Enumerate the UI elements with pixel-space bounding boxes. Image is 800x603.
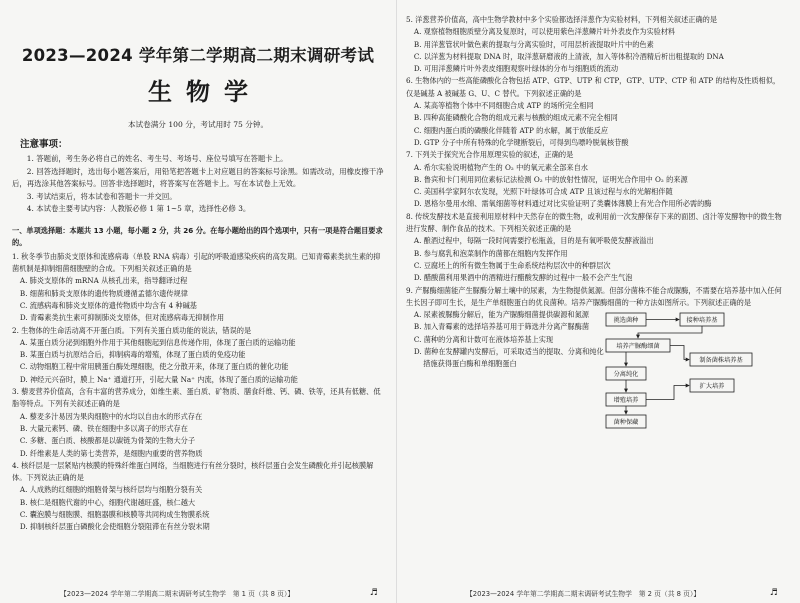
- exam-title: 2023—2024 学年第二学期高二期末调研考试: [21, 46, 375, 65]
- note-item: 3. 考试结束后，将本试卷和答题卡一并交回。: [26, 191, 177, 201]
- option-d: D. 神经元兴奋时，膜上 Na⁺ 通道打开，引起大量 Na⁺ 内流，体现了蛋白质的运输功能: [19, 374, 298, 384]
- notes-heading: 注意事项：: [20, 139, 68, 150]
- option-c: C. 细胞内蛋白质的磷酸化伴随着 ATP 的水解，属于放能反应: [413, 125, 609, 135]
- option-b: B. 鲁宾和卡门利用同位素标记法检测 O₂ 中的放射性情况，证明光合作用中 O₂ 的来源: [413, 174, 688, 184]
- question-stem: 6. 生物体内的一些高能磷酸化合物包括 ATP、GTP、UTP 和 CTP，GTP、UTP、CTP 和 ATP 的结构及性质相似，仅是碱基 A 被碱基 G、U、C 替代。下列叙述正确的是: [406, 76, 781, 98]
- question-stem: 5. 洋葱营养价值高，高中生物学教材中多个实验都选择洋葱作为实验材料，下列相关叙述正确的是: [406, 15, 718, 24]
- question-9: [406, 285, 784, 426]
- option-a: A. 藜麦多汁易因为果肉细胞中的水均以自由水的形式存在: [19, 411, 203, 421]
- option-d: D. 纤维素是人类的第七类营养，是细胞内重要的营养物质: [19, 448, 203, 458]
- flow-node-label: 菌种保藏: [613, 418, 639, 426]
- option-b: B. 大量元素钙、磷、铁在细胞中多以离子的形式存在: [19, 423, 188, 433]
- question-4: [12, 460, 384, 534]
- flow-node-label: 制备菌株培养基: [699, 356, 743, 364]
- question-stem: 3. 藜麦营养价值高，含有丰富的营养成分，如维生素、蛋白质、矿物质、膳食纤维、钙、磷、铁等，还具有低糖、低脂等特点。下列有关叙述正确的是: [12, 387, 381, 409]
- option-b: B. 参与腐乳和泡菜制作的菌都在细胞内发挥作用: [413, 248, 568, 258]
- flow-node-label: 增殖培养: [613, 396, 639, 404]
- flow-arrow: [638, 326, 702, 338]
- page-1: [0, 0, 392, 603]
- question-stem: 9. 产脲酶细菌能产生脲酶分解土壤中的尿素，为生物提供氮源。但部分菌株不能合成脲酶，不需要在培养基中加入任何生长因子即可生长，是生产单细胞蛋白的优良菌种。培养产脲酶细菌的一种方法如图所示。下列叙述正确的是: [406, 285, 782, 307]
- question-8: [406, 211, 784, 285]
- question-stem: 2. 生物体的生命活动离不开蛋白质。下列有关蛋白质功能的说法，错误的是: [12, 325, 252, 335]
- option-c: C. 美国科学家阿尔农发现，光照下叶绿体可合成 ATP 且该过程与水的光解相伴随: [413, 187, 673, 197]
- music-note-icon: ♬: [369, 588, 378, 598]
- option-a: A. 希尔实验说明植物产生的 O₂ 中的氧元素全部来自水: [413, 162, 588, 172]
- option-d: D. GTP 分子中所有特殊的化学键断裂后，可得到鸟嘌呤脱氧核苷酸: [413, 137, 629, 147]
- option-c: C. 动物细胞工程中常用胰蛋白酶处理细胞，使之分散开来，体现了蛋白质的催化功能: [19, 362, 289, 372]
- question-6: [406, 75, 784, 149]
- question-stem: 4. 核纤层是一层紧贴内核膜的特殊纤维蛋白网络，当细胞进行有丝分裂时，核纤层蛋白会发生磷酸化并引起核膜解体。下列说法正确的是: [12, 460, 374, 483]
- option-d: D. 可用洋葱鳞片叶外表皮细胞观察叶绿体的分布与细胞质的流动: [413, 64, 619, 74]
- flow-arrow: [670, 346, 689, 360]
- option-b: B. 加入青霉素的选择培养基可用于筛选并分离产脲酶菌: [413, 322, 590, 332]
- option-b: B. 用洋葱管状叶做色素的提取与分离实验时，可用层析液提取叶片中的色素: [413, 39, 654, 49]
- note-item: 4. 本试卷主要考试内容：人教版必修 1 第 1~5 章，选择性必修 3。: [26, 204, 251, 214]
- flow-arrow: [646, 386, 689, 400]
- question-9-options: [406, 309, 604, 370]
- option-a: A. 观察植物细胞质壁分离及复原时，可以使用紫色洋葱鳞片叶外表皮作为实验材料: [413, 27, 676, 37]
- exam-info: 本试卷满分 100 分，考试用时 75 分钟。: [127, 120, 269, 129]
- page-footer: 【2023—2024 学年第二学期高二期末调研考试生物学 第 2 页（共 8 页）】: [466, 590, 701, 598]
- note-item: 1. 答题前，考生务必将自己的姓名、考生号、考场号、座位号填写在答题卡上。: [26, 154, 288, 163]
- option-c: C. 囊泡膜与细胞膜、细胞器膜和核膜等共同构成生物膜系统: [19, 510, 210, 520]
- option-d: D. 青霉素类抗生素可抑制肺炎支原体，但对流感病毒无抑制作用: [19, 313, 225, 323]
- question-2: [12, 325, 384, 386]
- section-heading: 一、单项选择题：本题共 13 小题，每小题 2 分，共 26 分。在每小题给出的四个选项中，只有一项是符合题目要求的。: [12, 225, 383, 248]
- option-c: C. 多糖、蛋白质、核酸都是以碳链为骨架的生物大分子: [19, 436, 196, 446]
- question-1: [12, 251, 384, 325]
- option-c: C. 流感病毒和肺炎支原体的遗传物质中均含有 4 种碱基: [19, 300, 197, 310]
- question-3: [12, 386, 384, 460]
- option-d: D. 恩格尔曼用水绵、需氧细菌等材料通过对比实验证明了类囊体薄膜上有光合作用所必需的酶: [413, 199, 712, 209]
- page-divider: [396, 0, 397, 603]
- question-stem: 8. 传统发酵技术是直接利用原材料中天然存在的微生物，或利用前一次发酵保存下来的面团、卤汁等发酵物中的微生物进行发酵、制作食品的技术。下列相关叙述正确的是: [406, 211, 782, 234]
- page-footer: 【2023—2024 学年第二学期高二期末调研考试生物学 第 1 页（共 8 页）】: [60, 590, 295, 598]
- option-a: A. 某蛋白质分泌到细胞外作用于其他细胞起到信息传递作用，体现了蛋白质的运输功能: [19, 337, 296, 347]
- option-d: D. 醋酸菌利用果酒中的酒精进行醋酸发酵的过程中一般不会产生气泡: [413, 273, 633, 283]
- option-a: A. 肺炎支原体的 mRNA 从核孔出来，指导翻译过程: [19, 276, 188, 286]
- page-2: [400, 0, 792, 603]
- subject-title: 生物学: [148, 78, 262, 106]
- flow-node-label: 培养产脲酶细菌: [616, 342, 660, 350]
- option-b: B. 四种高能磷酸化合物的组成元素与核酸的组成元素不完全相同: [413, 113, 618, 123]
- option-a: A. 人成熟的红细胞的细胞骨架与核纤层均与细胞分裂有关: [19, 485, 203, 495]
- option-a: A. 尿素被脲酶分解后，能为产脲酶细菌提供碳源和氮源: [413, 310, 589, 320]
- flow-diagram: [604, 309, 792, 431]
- option-c: C. 以洋葱为材料提取 DNA 时，取洋葱研磨液的上清液，加入等体积冷酒精后析出粗提取的 DNA: [413, 51, 724, 61]
- option-a: A. 酿酒过程中，每隔一段时间需要拧松瓶盖，目的是有氧呼吸使发酵液溢出: [413, 236, 654, 246]
- flow-node-label: 分离纯化: [613, 370, 639, 378]
- flow-node-label: 扩大培养: [699, 382, 725, 390]
- note-item: 2. 回答选择题时，选出每小题答案后，用铅笔把答题卡上对应题目的答案标号涂黑。如需改动，用橡皮擦干净后，再选涂其他答案标号。回答非选择题时，将答案写在答题卡上。写在本试卷上无效。: [12, 166, 384, 189]
- music-note-icon: ♬: [769, 588, 778, 598]
- question-5: [406, 14, 784, 75]
- option-c: C. 豆腐坯上的所有微生物属于生命系统结构层次中的种群层次: [413, 260, 611, 270]
- option-a: A. 某高等植物个体中不同细胞合成 ATP 的场所完全相同: [413, 101, 594, 111]
- question-stem: 7. 下列关于探究光合作用原理实验的叙述，正确的是: [406, 150, 574, 160]
- question-stem: 1. 秋冬季节由肺炎支原体和流感病毒（单股 RNA 病毒）引起的呼吸道感染疾病的高发期。已知青霉素类抗生素的抑菌机制是抑制细菌细胞壁的合成。下列相关叙述正确的是: [12, 251, 381, 274]
- option-b: B. 细菌和肺炎支原体的遗传物质遵循孟德尔遗传规律: [19, 288, 188, 298]
- option-b: B. 某蛋白质与抗原结合后，抑制病毒的增殖，体现了蛋白质的免疫功能: [19, 350, 246, 360]
- flow-node-label: 接种培养基: [686, 316, 718, 324]
- option-d: D. 抑制核纤层蛋白磷酸化会使细胞分裂阻滞在有丝分裂末期: [19, 522, 210, 532]
- option-c: C. 菌种的分离和计数可在液体培养基上实现: [413, 334, 554, 344]
- option-d: D. 菌种在发酵罐内发酵后，可采取适当的提取、分离和纯化措施获得蛋白酶和单细胞蛋白: [413, 347, 604, 369]
- flow-node-label: 挑选菌种: [613, 316, 639, 324]
- option-b: B. 核仁是细胞代谢的中心，细胞代谢越旺盛，核仁越大: [19, 497, 196, 507]
- question-7: [406, 149, 784, 210]
- question-9-body: [406, 309, 784, 426]
